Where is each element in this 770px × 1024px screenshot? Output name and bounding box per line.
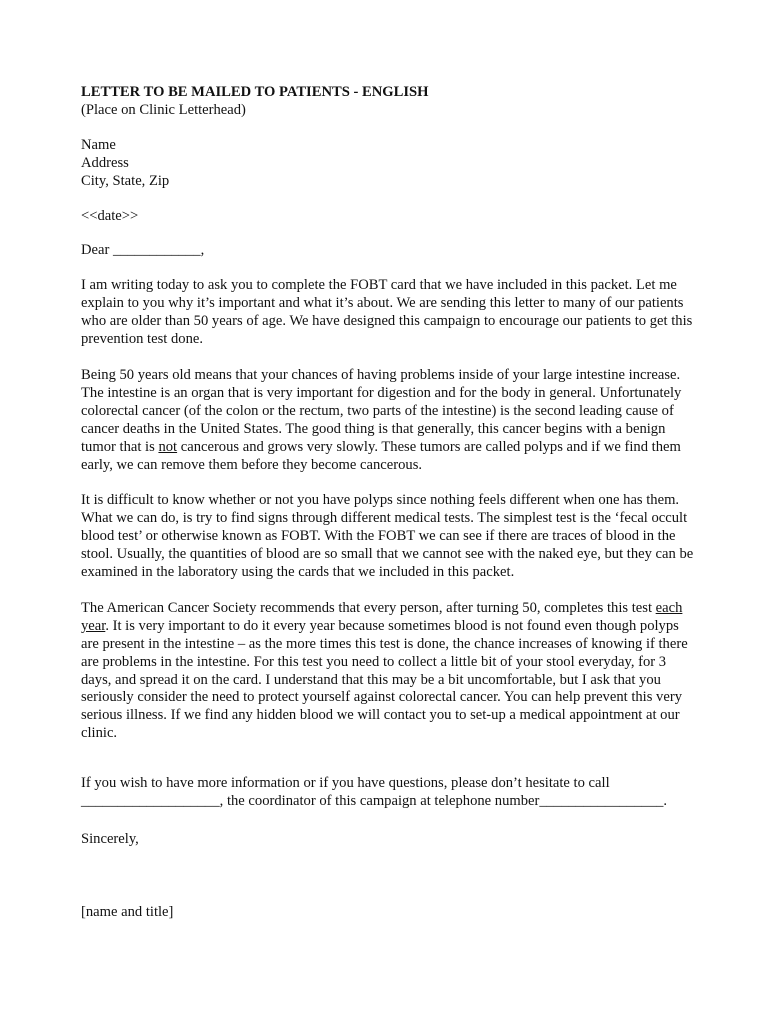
recipient-city: City, State, Zip [81, 172, 170, 189]
letter-title: LETTER TO BE MAILED TO PATIENTS - ENGLISH [81, 84, 429, 100]
paragraph-recommendation [81, 600, 696, 743]
letter-date: <<date>> [81, 207, 139, 224]
letter-page [81, 84, 696, 922]
letterhead-note: (Place on Clinic Letterhead) [81, 101, 246, 118]
salutation: Dear ____________, [81, 242, 205, 259]
recipient-address [81, 137, 696, 191]
signature-placeholder: [name and title] [81, 903, 174, 920]
closing: Sincerely, [81, 831, 139, 847]
paragraph-intro: I am writing today to ask you to complete the FOBT card that we have included in this packet. Let me explain to you why it’s important and what it’s about. We are sending this letter to many of our patients who are older than 50 years of age. We have designed this campaign to encourage our patients to get this prevention test done. [81, 277, 693, 348]
paragraph-risk-part1: Being 50 years old means that your chances of having problems inside of your large intestine increase. The intestine is an organ that is very important for digestion and for the body in general. Unfortunately colorectal cancer (of the colon or the rectum, two parts of the intestine) is the second leading cause of cancer deaths in the United States. The good thing is that generally, this cancer begins with a benign tumor that is [81, 366, 682, 455]
paragraph-risk-emphasis: not [158, 438, 178, 455]
paragraph-recommendation-emphasis: each year [81, 599, 683, 634]
paragraph-contact [81, 775, 696, 811]
paragraph-recommendation-part1: The American Cancer Society recommends that every person, after turning 50, completes this test [81, 599, 656, 616]
contact-line-2: ___________________, the coordinator of this campaign at telephone number_________________. [81, 793, 668, 810]
contact-line-1: If you wish to have more information or if you have questions, please don’t hesitate to call [81, 775, 610, 792]
recipient-street: Address [81, 154, 129, 171]
paragraph-fobt: It is difficult to know whether or not you have polyps since nothing feels different when one has them. What we can do, is try to find signs through different medical tests. The simplest test is the ‘fecal occult blood test’ or otherwise known as FOBT. With the FOBT we can see if there are traces of blood in the stool. Usually, the quantities of blood are so small that we cannot see with the naked eye, but they can be examined in the laboratory using the cards that we included in this packet. [81, 492, 694, 581]
paragraph-risk [81, 367, 696, 474]
paragraph-risk-part2: cancerous and grows very slowly. These tumors are called polyps and if we find them early, we can remove them before they become cancerous. [81, 438, 681, 473]
recipient-name: Name [81, 136, 116, 153]
paragraph-recommendation-part2: . It is very important to do it every year because sometimes blood is not found even though polyps are present in the intestine – as the more times this test is done, the chance increases of knowing if there are problems in the intestine. For this test you need to collect a little bit of your stool everyday, for 3 days, and spread it on the card. I understand that this may be a bit uncomfortable, but I ask that you seriously consider the need to protect yourself against colorectal cancer. You can help prevent this very serious illness. If we find any hidden blood we will contact you to set-up a medical appointment at our clinic. [81, 617, 688, 742]
